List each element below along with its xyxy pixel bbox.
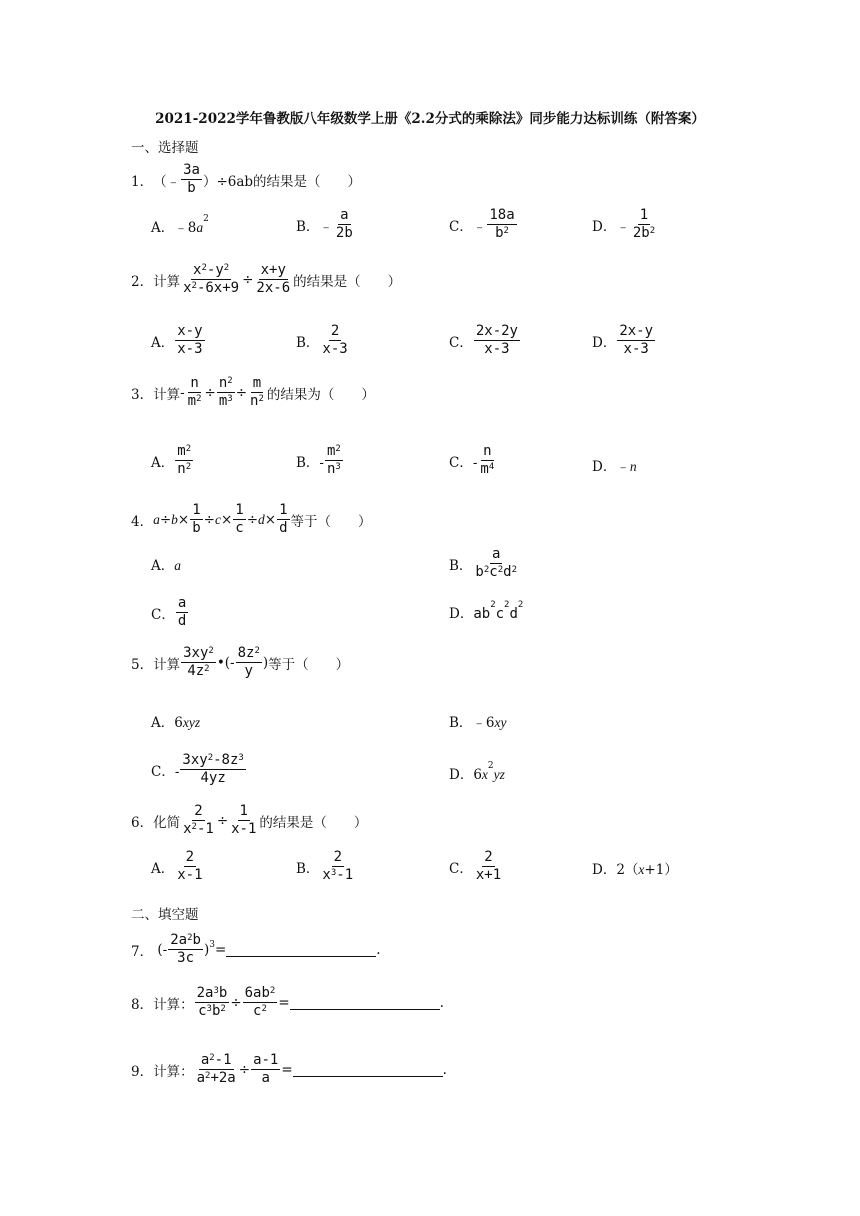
q5-option-b: B．﹣6xy [449,715,507,731]
q8-fraction-2: $\frac{6ab^2}{c^2}$ [244,985,276,1019]
q2-option-a: A． $\frac{x-y}{x-3}$ [151,323,203,357]
q5-fraction-2: $\frac{8z^2}{y}$ [237,645,260,679]
q1-text: ÷6ab的结果是（ ） [216,173,362,190]
q1-option-c: C．﹣ $\frac{18a}{b^2}$ [449,207,515,241]
q9-answer-blank[interactable] [293,1062,443,1077]
q6-option-c: C． $\frac{2}{x+1}$ [449,849,502,883]
question-9: 9． 计算： $\frac{a^2-1}{a^2+2a}$ ÷ $\frac{a-1}{a}$ = . [131,1052,447,1086]
q4-option-d: D．$ab^2c^2d^2$ [449,600,524,622]
q5-option-a: A．6xyz [151,715,201,731]
section-choice-heading: 一、选择题 [131,140,199,156]
q1-option-a: A．$﹣8a^2$ [151,214,209,236]
q2-option-c: C． $\frac{2x-2y}{x-3}$ [449,323,518,357]
question-8: 8． 计算： $\frac{2a^3b}{c^3b^2}$ ÷ $\frac{6ab^2}{c^2}$ = . [131,985,444,1019]
q3-option-b: B．- $\frac{m^2}{n^3}$ [296,443,341,477]
q5-option-d: D．$6x^2yz$ [449,761,505,783]
q3-fraction-1: $\frac{n}{m^2}$ [187,375,202,409]
section-fill-heading: 二、填空题 [131,907,199,923]
q6-option-b: B． $\frac{2}{x^3-1}$ [296,849,354,883]
question-4: 4． a÷b× $\frac{1}{b}$ ÷c× $\frac{1}{c}$ ÷d× $\frac{1}{d}$ 等于（ ） [131,502,372,536]
q2-fraction-2: $\frac{x+y}{2x-6}$ [256,262,291,296]
page-title: 2021-2022学年鲁教版八年级数学上册《2.2分式的乘除法》同步能力达标训练（附答案） [155,111,705,127]
q3-option-c: C．- $\frac{n}{m^4}$ [449,443,495,477]
q4-option-b: B． $\frac{a}{b^2c^2d^2}$ [449,546,517,580]
q7-fraction: $\frac{2a^2b}{3c}$ [170,932,201,966]
q9-fraction-2: $\frac{a-1}{a}$ [253,1052,279,1086]
q3-fraction-3: $\frac{m}{n^2}$ [250,375,264,409]
question-3: 3． 计算 - $\frac{n}{m^2}$ ÷ $\frac{n^2}{m^3}$ ÷ $\frac{m}{n^2}$ 的结果为（ ） [131,375,375,409]
question-1: 1． （﹣ $\frac{3a}{b}$ ） ÷6ab的结果是（ ） [131,162,362,196]
q3-fraction-2: $\frac{n^2}{m^3}$ [218,375,233,409]
q1-option-d: D．﹣ $\frac{1}{2b^2}$ [592,207,656,241]
q4-option-a: A．a [151,558,181,574]
q6-fraction-1: $\frac{2}{x^2-1}$ [183,803,214,837]
q6-option-d: D．2（x+1） [592,862,678,878]
q1-number: 1． [131,173,154,190]
q3-option-d: D．﹣n [592,459,637,475]
q5-option-c: C．- $\frac{3xy^2-8z^3}{4yz}$ [151,752,244,786]
q1-fraction: $\frac{3a}{b}$ [183,162,200,196]
q8-fraction-1: $\frac{2a^3b}{c^3b^2}$ [196,985,228,1019]
q4-option-c: C． $\frac{a}{d}$ [151,595,187,629]
q3-option-a: A． $\frac{m^2}{n^2}$ [151,443,192,477]
q6-fraction-2: $\frac{1}{x-1}$ [231,803,257,837]
q2-option-d: D． $\frac{2x-y}{x-3}$ [592,323,654,357]
q8-answer-blank[interactable] [290,995,440,1010]
question-6: 6． 化简 $\frac{2}{x^2-1}$ ÷ $\frac{1}{x-1}$ 的结果是（ ） [131,803,368,837]
q1-option-b: B．﹣ $\frac{a}{2b}$ [296,207,353,241]
question-2: 2． 计算 $\frac{x^2-y^2}{x^2-6x+9}$ ÷ $\frac{x+y}{2x-6}$ 的结果是（ ） [131,262,402,296]
q6-option-a: A． $\frac{2}{x-1}$ [151,849,203,883]
q2-fraction-1: $\frac{x^2-y^2}{x^2-6x+9}$ [183,262,240,296]
question-5: 5． 计算 $\frac{3xy^2}{4z^2}$ •(- $\frac{8z^2}{y}$ ) 等于（ ） [131,645,350,679]
q7-answer-blank[interactable] [226,942,376,957]
q2-option-b: B． $\frac{2}{x-3}$ [296,323,348,357]
q5-fraction-1: $\frac{3xy^2}{4z^2}$ [183,645,214,679]
question-7: 7． (- $\frac{2a^2b}{3c}$ )$^3$= . [131,932,381,966]
q9-fraction-1: $\frac{a^2-1}{a^2+2a}$ [196,1052,236,1086]
